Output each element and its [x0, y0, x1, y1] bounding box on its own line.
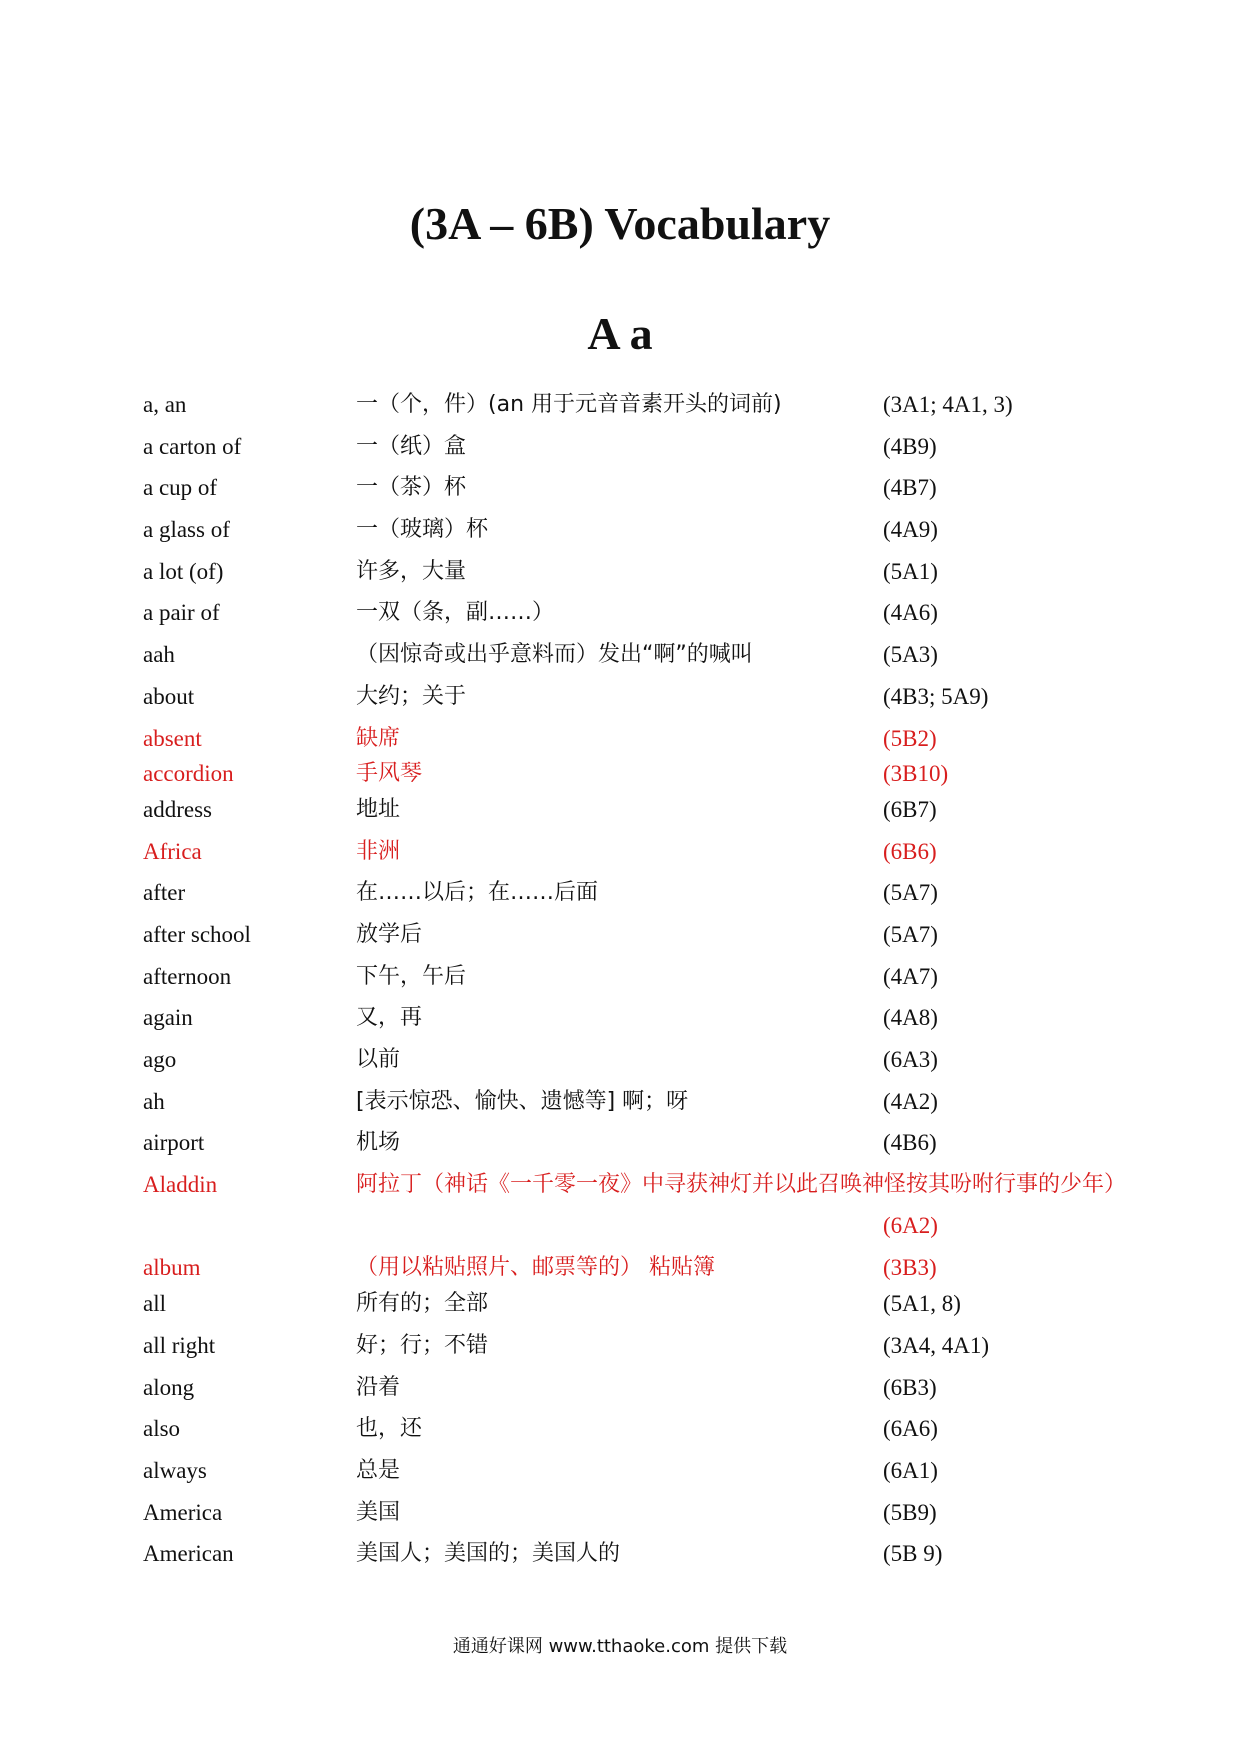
vocabulary-entry: [143, 1492, 1103, 1534]
entry-meaning: （因惊奇或出乎意料而）发出“啊”的喊叫: [356, 642, 753, 668]
entry-unit: (3A4, 4A1): [883, 1332, 990, 1358]
vocabulary-entry: [143, 551, 1103, 593]
vocabulary-entry: [143, 426, 1103, 468]
vocabulary-entry-highlighted: [143, 753, 1103, 789]
vocabulary-entry: [143, 1450, 1103, 1492]
entry-word: a pair of: [143, 600, 220, 626]
entry-meaning: 在……以后；在……后面: [356, 880, 599, 906]
vocabulary-entry: [143, 676, 1103, 718]
entry-word: a glass of: [143, 517, 230, 543]
entry-word: album: [143, 1255, 201, 1281]
entry-unit: (5B 9): [883, 1541, 943, 1567]
vocabulary-list: [143, 384, 1127, 1575]
entry-meaning: 阿拉丁（神话《一千零一夜》中寻获神灯并以此召唤神怪按其吩咐行事的少年）: [356, 1172, 1127, 1198]
entry-word: again: [143, 1005, 193, 1031]
entry-word: American: [143, 1541, 234, 1567]
entry-word: after school: [143, 921, 251, 947]
entry-meaning: 下午，午后: [356, 963, 467, 989]
vocabulary-entry: [143, 1408, 1103, 1450]
vocabulary-entry: [143, 592, 1103, 634]
entry-word: America: [143, 1499, 223, 1525]
entry-word: always: [143, 1457, 207, 1483]
entry-word: a carton of: [143, 433, 242, 459]
entry-word: address: [143, 796, 212, 822]
entry-meaning: 以前: [356, 1047, 401, 1072]
entry-unit: (6A3): [883, 1047, 938, 1072]
vocabulary-entry: [143, 1039, 1103, 1081]
entry-unit: (3B3): [883, 1255, 937, 1281]
entry-meaning: 总是: [356, 1457, 401, 1483]
vocabulary-entry-highlighted: [143, 1247, 1103, 1283]
entry-unit: (4B9): [883, 433, 937, 459]
page-footer: 通通好课网 www.tthaoke.com 提供下载: [452, 1636, 788, 1657]
entry-word: Aladdin: [143, 1172, 218, 1198]
entry-meaning: 手风琴: [356, 761, 423, 787]
entry-meaning: 大约；关于: [356, 683, 467, 709]
entry-meaning: 美国: [356, 1499, 401, 1525]
vocabulary-entry: [143, 956, 1103, 998]
entry-unit: (4A6): [883, 600, 938, 626]
entry-unit: (3A1; 4A1, 3): [883, 392, 1013, 417]
entry-unit: (5B9): [883, 1499, 937, 1525]
entry-meaning: 一（纸）盒: [356, 433, 467, 459]
entry-unit: (6B3): [883, 1374, 937, 1400]
entry-word: a, an: [143, 392, 187, 417]
entry-meaning: 也，还: [356, 1416, 423, 1442]
vocabulary-entry: [143, 634, 1103, 676]
entry-unit: (6A1): [883, 1457, 938, 1483]
entry-word: accordion: [143, 761, 234, 787]
entry-meaning: 缺席: [356, 725, 401, 751]
vocabulary-entry-highlighted: [143, 718, 1103, 754]
entry-unit: (6B6): [883, 838, 937, 864]
entry-meaning: 一双（条，副……）: [356, 600, 555, 626]
entry-unit: (6A2): [883, 1213, 938, 1239]
entry-word: after: [143, 880, 186, 906]
entry-unit: (3B10): [883, 761, 949, 787]
vocabulary-entry: [143, 1122, 1103, 1164]
entry-word: airport: [143, 1130, 205, 1156]
entry-meaning: （用以粘贴照片、邮票等的） 粘贴簿: [356, 1255, 715, 1281]
entry-unit: (4B6): [883, 1130, 937, 1156]
entry-word: ah: [143, 1088, 165, 1114]
entry-word: absent: [143, 725, 202, 751]
section-heading: A a: [587, 308, 653, 359]
entry-word: all: [143, 1291, 166, 1317]
entry-unit: (6A6): [883, 1416, 938, 1442]
entry-word: also: [143, 1416, 181, 1442]
vocabulary-entry: [143, 872, 1103, 914]
entry-word: aah: [143, 642, 175, 668]
entry-meaning: 一（茶）杯: [356, 475, 467, 501]
entry-meaning: 沿着: [356, 1374, 401, 1400]
vocabulary-entry-highlighted: [143, 1164, 1127, 1247]
entry-unit: (5A3): [883, 642, 938, 668]
vocabulary-entry: [143, 1081, 1103, 1123]
entry-word: all right: [143, 1332, 216, 1358]
entry-word: Africa: [143, 838, 202, 864]
entry-unit: (6B7): [883, 796, 937, 822]
entry-word: a lot (of): [143, 558, 224, 584]
entry-word: about: [143, 683, 195, 709]
entry-meaning: 好；行；不错: [356, 1332, 489, 1358]
page-title: (3A – 6B) Vocabulary: [409, 198, 831, 249]
vocabulary-entry: [143, 997, 1103, 1039]
vocabulary-entry: [143, 467, 1103, 509]
entry-meaning: 一（玻璃）杯: [356, 517, 489, 543]
entry-unit: (4A8): [883, 1005, 938, 1031]
entry-unit: (5A1): [883, 558, 938, 584]
entry-word: a cup of: [143, 475, 218, 501]
entry-word: along: [143, 1374, 195, 1400]
vocabulary-entry: [143, 914, 1103, 956]
vocabulary-entry: [143, 1283, 1103, 1325]
entry-unit: (5A7): [883, 921, 938, 947]
entry-unit: (4B7): [883, 475, 937, 501]
vocabulary-entry: [143, 384, 1103, 426]
entry-meaning: 所有的；全部: [356, 1291, 489, 1317]
vocabulary-entry-highlighted: [143, 831, 1103, 873]
entry-word: afternoon: [143, 963, 232, 989]
vocabulary-entry: [143, 789, 1103, 831]
vocabulary-entry: [143, 1367, 1103, 1409]
entry-meaning: 地址: [356, 796, 401, 822]
entry-unit: (5B2): [883, 725, 937, 751]
entry-meaning: 机场: [356, 1130, 401, 1156]
entry-meaning: 一（个，件）(an 用于元音音素开头的词前): [356, 392, 782, 417]
entry-unit: (5A7): [883, 880, 938, 906]
entry-meaning: 又，再: [356, 1005, 423, 1031]
entry-meaning: [表示惊恐、愉快、遗憾等] 啊；呀: [356, 1088, 689, 1114]
entry-unit: (4A2): [883, 1088, 938, 1114]
vocabulary-entry: [143, 1325, 1103, 1367]
entry-meaning: 许多，大量: [356, 558, 467, 584]
entry-unit: (4A7): [883, 963, 938, 989]
vocabulary-entry: [143, 1533, 1103, 1575]
entry-unit: (5A1, 8): [883, 1291, 961, 1317]
entry-meaning: 非洲: [356, 838, 401, 864]
vocabulary-entry: [143, 509, 1103, 551]
entry-unit: (4B3; 5A9): [883, 683, 989, 709]
entry-word: ago: [143, 1047, 177, 1072]
entry-meaning: 美国人；美国的；美国人的: [356, 1541, 621, 1567]
entry-meaning: 放学后: [356, 921, 423, 947]
entry-unit: (4A9): [883, 517, 938, 543]
